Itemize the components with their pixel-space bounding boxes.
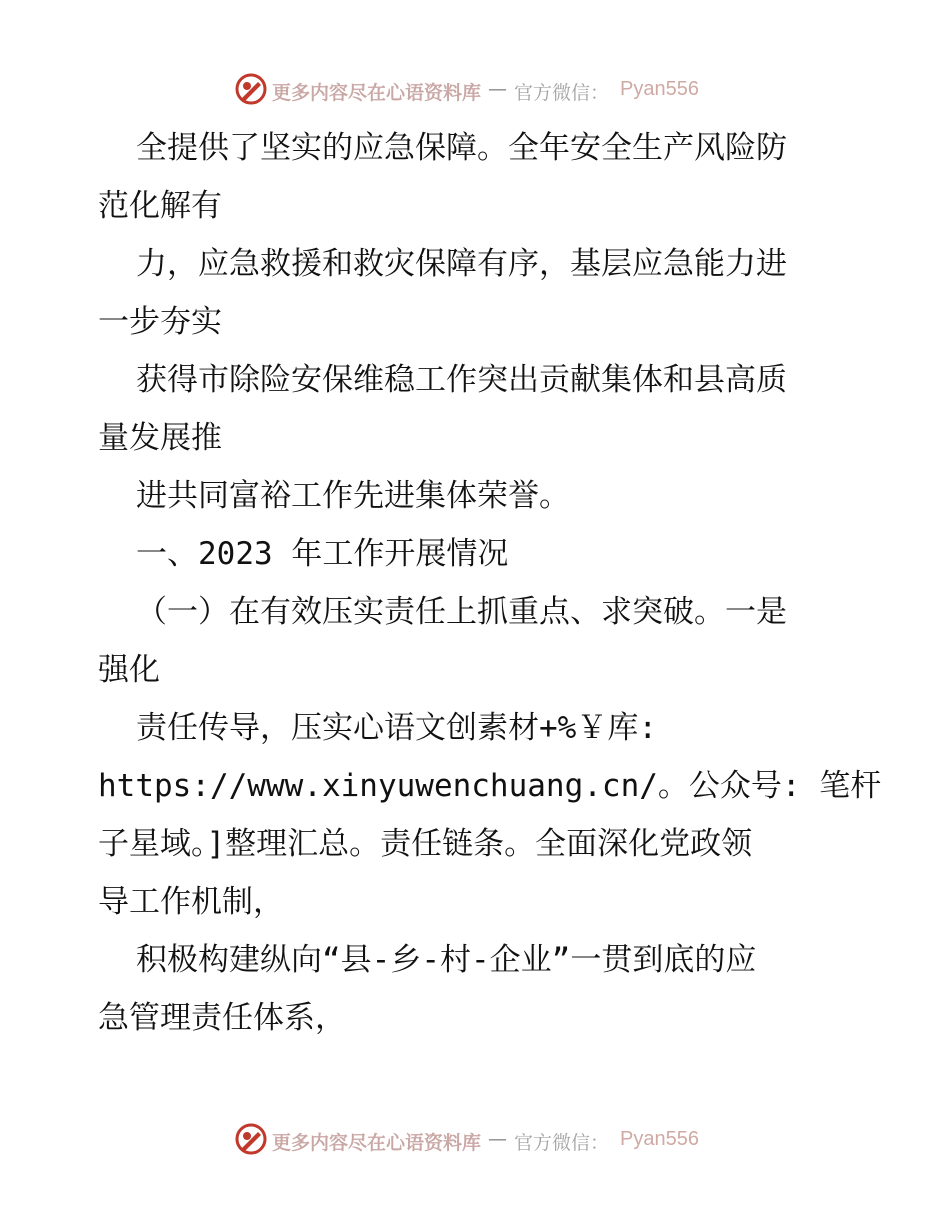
body-line: 积极构建纵向“县-乡-村-企业”一贯到底的应 (136, 942, 757, 978)
red-circle-pen-logo-icon (234, 72, 268, 106)
footer-contact-label: 官方微信： (514, 1132, 610, 1154)
page-header (0, 70, 950, 110)
body-line: 力，应急救援和救灾保障有序，基层应急能力进 (136, 246, 787, 282)
footer-wechat-id: Pyan556 (620, 1128, 699, 1150)
body-line: 责任传导，压实心语文创素材+%￥库: (136, 710, 657, 746)
footer-dash: — (488, 1128, 507, 1150)
body-line: 一步夯实 (98, 304, 222, 340)
header-contact-label: 官方微信： (514, 82, 610, 104)
body-line: 获得市除险安保维稳工作突出贡献集体和县高质 (136, 362, 787, 398)
body-line-url: https://www.xinyuwenchuang.cn/。公众号: 笔杆 (98, 768, 882, 804)
body-line: （一）在有效压实责任上抓重点、求突破。一是 (136, 594, 787, 630)
footer-brand-text: 更多内容尽在心语资料库 (272, 1132, 482, 1154)
header-dash: — (488, 78, 507, 100)
page-footer (0, 1120, 950, 1160)
body-line: 急管理责任体系， (98, 1000, 346, 1036)
body-line: 导工作机制， (98, 884, 284, 920)
body-line: 全提供了坚实的应急保障。全年安全生产风险防 (136, 130, 787, 166)
body-line: 子星域。]整理汇总。责任链条。全面深化党政领 (98, 826, 753, 862)
body-line: 范化解有 (98, 188, 222, 224)
red-circle-pen-logo-icon (234, 1122, 268, 1156)
header-wechat-id: Pyan556 (620, 78, 699, 100)
section-heading: 一、2023 年工作开展情况 (136, 536, 509, 572)
body-line: 强化 (98, 652, 160, 688)
body-line: 进共同富裕工作先进集体荣誉。 (136, 478, 570, 514)
body-line: 量发展推 (98, 420, 222, 456)
header-brand-text: 更多内容尽在心语资料库 (272, 82, 482, 104)
